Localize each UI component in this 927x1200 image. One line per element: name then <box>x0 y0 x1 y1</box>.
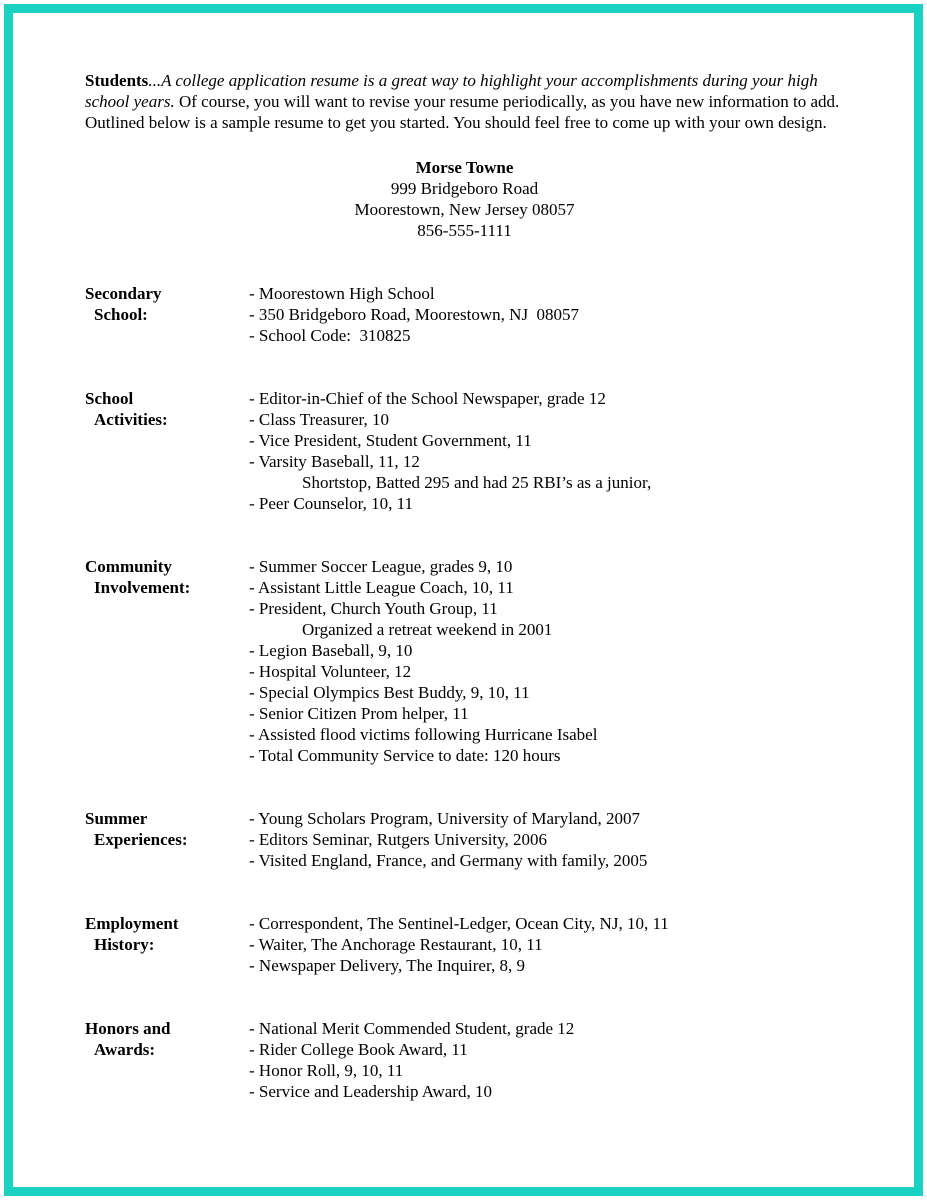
resume-sections <box>85 283 844 1102</box>
resume-page <box>4 4 923 1196</box>
resume-item: - Assistant Little League Coach, 10, 11 <box>249 578 514 597</box>
resume-item: - President, Church Youth Group, 11 <box>249 599 498 618</box>
resume-item: - National Merit Commended Student, grade 12 <box>249 1019 575 1038</box>
page-content <box>13 13 914 1102</box>
section-label-line2: Awards: <box>94 1040 156 1059</box>
address-line-1: 999 Bridgeboro Road <box>390 179 539 198</box>
resume-item: Organized a retreat weekend in 2001 <box>302 620 553 639</box>
section-label-line2: Activities: <box>94 410 168 429</box>
resume-item: - Editor-in-Chief of the School Newspaper, grade 12 <box>249 389 606 408</box>
resume-item: - Service and Leadership Award, 10 <box>249 1082 492 1101</box>
resume-item: - Rider College Book Award, 11 <box>249 1040 468 1059</box>
section-label <box>85 556 249 766</box>
section-label-line1: Employment <box>85 914 179 933</box>
section-label <box>85 1018 249 1102</box>
section-label-line1: Secondary <box>85 284 162 303</box>
resume-item: - Special Olympics Best Buddy, 9, 10, 11 <box>249 683 530 702</box>
address-line-2: Moorestown, New Jersey 08057 <box>354 200 575 219</box>
resume-section <box>85 808 844 871</box>
section-items <box>249 808 844 871</box>
resume-item: - Honor Roll, 9, 10, 11 <box>249 1061 404 1080</box>
section-label-line1: Community <box>85 557 172 576</box>
resume-item: - 350 Bridgeboro Road, Moorestown, NJ 08057 <box>249 305 580 324</box>
section-items <box>249 556 844 766</box>
resume-item: - Senior Citizen Prom helper, 11 <box>249 704 469 723</box>
section-label-line1: Summer <box>85 809 148 828</box>
section-label <box>85 388 249 514</box>
resume-item: - Peer Counselor, 10, 11 <box>249 494 413 513</box>
resume-item: - Total Community Service to date: 120 hours <box>249 746 561 765</box>
section-label <box>85 913 249 976</box>
intro-paragraph <box>85 70 844 133</box>
resume-section <box>85 556 844 766</box>
section-items <box>249 913 844 976</box>
resume-item: - School Code: 310825 <box>249 326 411 345</box>
phone-number: 856-555-1111 <box>417 221 512 240</box>
section-label-line1: School <box>85 389 134 408</box>
intro-italic-text: ...A college application resume is a great way to highlight your accomplishments during your high school years. <box>85 71 818 111</box>
resume-item: - Vice President, Student Government, 11 <box>249 431 532 450</box>
resume-section <box>85 388 844 514</box>
page-title: Morse Towne <box>415 158 514 177</box>
intro-body-text: Of course, you will want to revise your resume periodically, as you have new information to add. Outlined below is a sample resume to get you started. You should feel free to come up with your own design. <box>85 92 840 132</box>
resume-item: - Newspaper Delivery, The Inquirer, 8, 9 <box>249 956 525 975</box>
intro-lead: Students <box>85 71 149 90</box>
section-label-line2: History: <box>94 935 155 954</box>
section-label <box>85 808 249 871</box>
resume-item: - Correspondent, The Sentinel-Ledger, Ocean City, NJ, 10, 11 <box>249 914 669 933</box>
section-label <box>85 283 249 346</box>
resume-item: - Waiter, The Anchorage Restaurant, 10, 11 <box>249 935 543 954</box>
resume-item: - Varsity Baseball, 11, 12 <box>249 452 420 471</box>
resume-item: - Young Scholars Program, University of Maryland, 2007 <box>249 809 640 828</box>
contact-header <box>85 157 844 241</box>
resume-section <box>85 913 844 976</box>
section-items <box>249 1018 844 1102</box>
resume-item: - Moorestown High School <box>249 284 435 303</box>
section-label-line1: Honors and <box>85 1019 171 1038</box>
resume-item: - Hospital Volunteer, 12 <box>249 662 412 681</box>
resume-item: Shortstop, Batted 295 and had 25 RBI’s as a junior, <box>302 473 652 492</box>
resume-item: - Class Treasurer, 10 <box>249 410 390 429</box>
resume-item: - Editors Seminar, Rutgers University, 2006 <box>249 830 548 849</box>
resume-item: - Assisted flood victims following Hurricane Isabel <box>249 725 598 744</box>
section-label-line2: Experiences: <box>94 830 188 849</box>
resume-item: - Summer Soccer League, grades 9, 10 <box>249 557 513 576</box>
section-items <box>249 283 844 346</box>
resume-item: - Visited England, France, and Germany with family, 2005 <box>249 851 648 870</box>
resume-section <box>85 283 844 346</box>
resume-item: - Legion Baseball, 9, 10 <box>249 641 413 660</box>
section-label-line2: Involvement: <box>94 578 191 597</box>
section-label-line2: School: <box>94 305 148 324</box>
resume-section <box>85 1018 844 1102</box>
section-items <box>249 388 844 514</box>
